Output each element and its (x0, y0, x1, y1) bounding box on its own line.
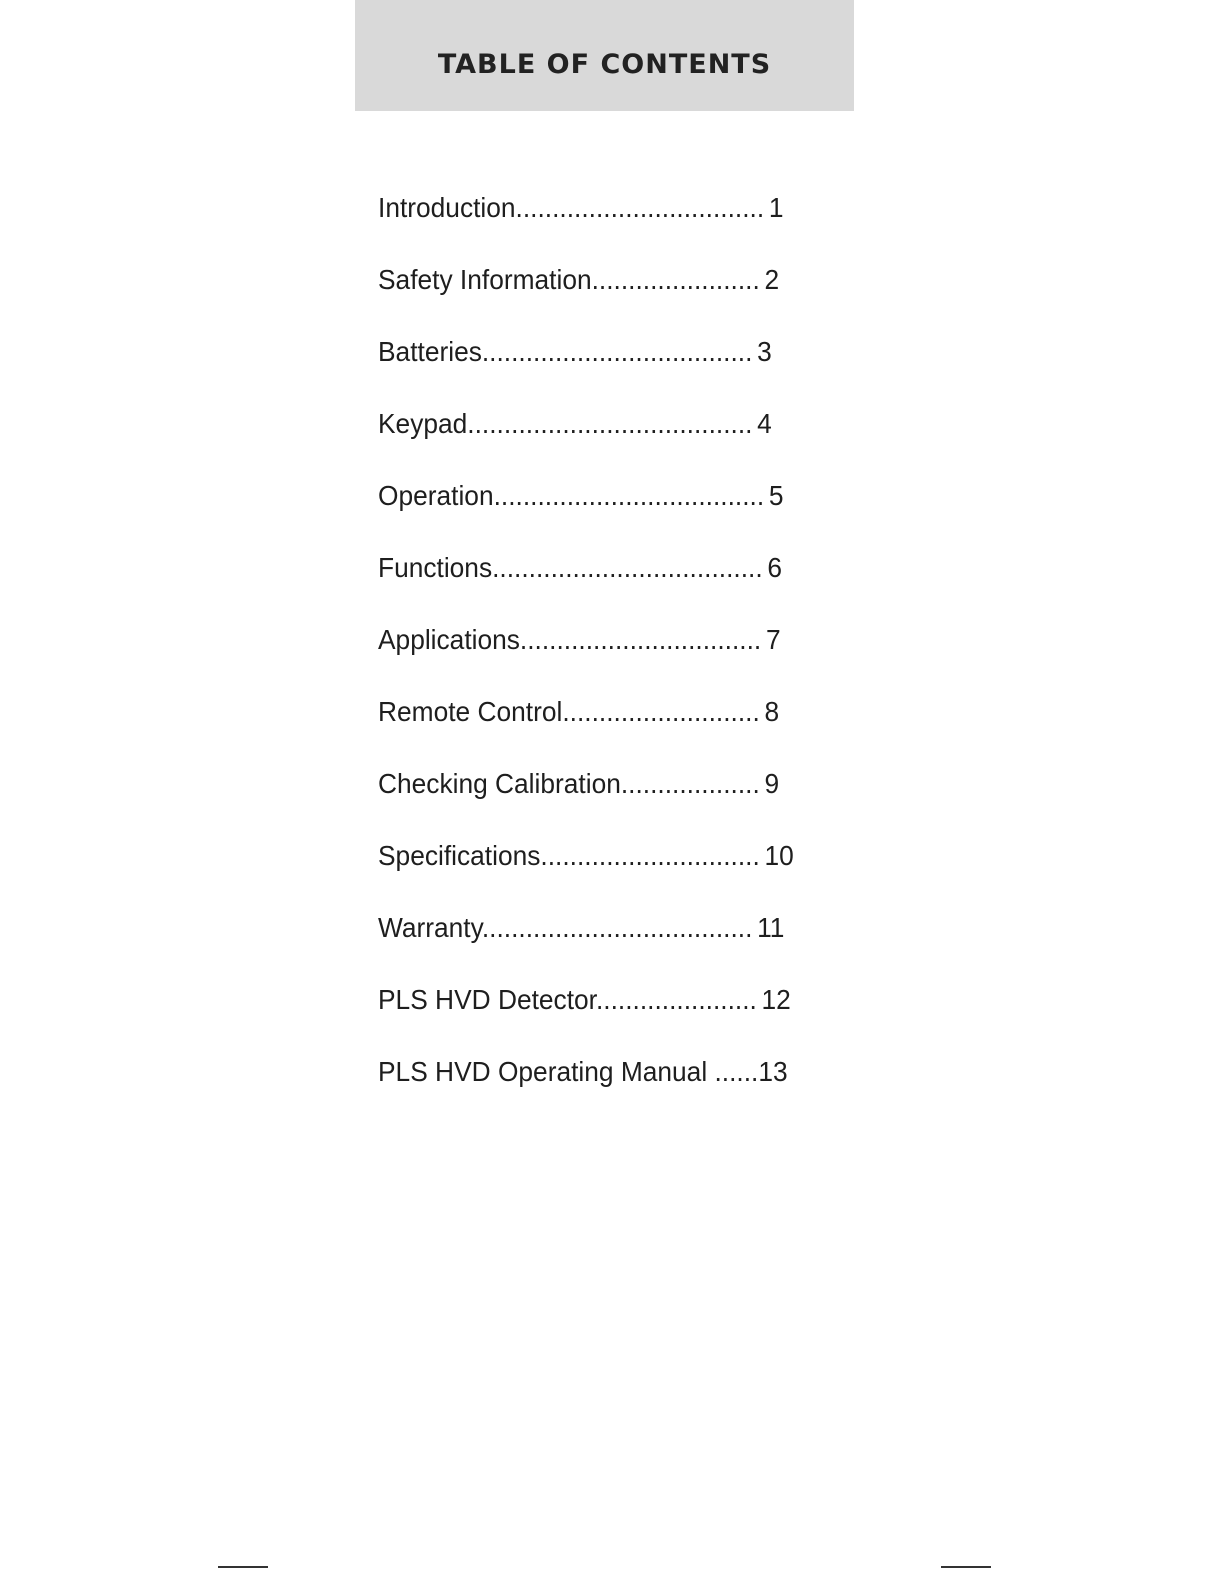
toc-entry-page: 13 (758, 1056, 788, 1087)
toc-entry-label: Batteries (378, 336, 482, 367)
page-title: TABLE OF CONTENTS (437, 49, 772, 80)
toc-entry-page: 5 (768, 480, 784, 511)
toc-entry-leader: ..................................... (492, 552, 763, 583)
toc-entry-label: Remote Control (378, 696, 563, 727)
toc-entry-page: 11 (757, 912, 785, 943)
toc-entry-page: 3 (757, 336, 772, 367)
toc-entry-pls-hvd-operating-manual[interactable] (378, 1052, 810, 1124)
toc-entry-leader: ........................... (562, 696, 760, 727)
toc-entry-functions[interactable] (378, 548, 810, 620)
toc-entry-leader: ................... (620, 768, 760, 799)
toc-entry-leader: ....................... (591, 264, 760, 295)
toc-entry-operation[interactable] (378, 476, 810, 548)
toc-entry-pls-hvd-detector[interactable] (378, 980, 810, 1052)
footer-rule-left (218, 1566, 268, 1568)
toc-entry-page: 12 (761, 984, 791, 1015)
table-of-contents (378, 188, 838, 1124)
toc-entry-keypad[interactable] (378, 404, 810, 476)
toc-entry-page: 8 (764, 696, 780, 727)
toc-entry-safety-information[interactable] (378, 260, 810, 332)
header-band (355, 0, 854, 111)
toc-entry-page: 10 (764, 840, 794, 871)
toc-entry-label: Checking Calibration (378, 768, 621, 799)
toc-entry-label: PLS HVD Detector (378, 984, 596, 1015)
toc-entry-page: 4 (757, 408, 772, 439)
toc-entry-page: 1 (768, 192, 784, 223)
toc-entry-page: 6 (767, 552, 783, 583)
toc-entry-label: Applications (378, 624, 520, 655)
footer-rule-right (941, 1566, 991, 1568)
toc-entry-warranty[interactable] (378, 908, 810, 980)
toc-entry-leader: ..................................... (481, 336, 753, 367)
toc-entry-remote-control[interactable] (378, 692, 810, 764)
toc-entry-leader: ................................. (519, 624, 762, 655)
toc-entry-leader: ...................... (595, 984, 757, 1015)
toc-entry-page: 9 (764, 768, 780, 799)
toc-entry-label: Operation (378, 480, 494, 511)
toc-entry-page: 2 (764, 264, 780, 295)
toc-entry-page: 7 (765, 624, 781, 655)
toc-entry-leader: ....................................... (467, 408, 753, 439)
toc-entry-specifications[interactable] (378, 836, 810, 908)
toc-entry-leader: .............................. (540, 840, 760, 871)
toc-entry-label: Keypad (378, 408, 468, 439)
toc-entry-leader: ...... (714, 1056, 759, 1087)
toc-entry-applications[interactable] (378, 620, 810, 692)
toc-entry-leader: .................................. (515, 192, 765, 223)
toc-entry-label: PLS HVD Operating Manual (378, 1056, 715, 1087)
toc-entry-label: Specifications (378, 840, 541, 871)
toc-entry-label: Warranty (378, 912, 482, 943)
toc-entry-leader: ..................................... (481, 912, 753, 943)
toc-entry-checking-calibration[interactable] (378, 764, 810, 836)
toc-entry-leader: ..................................... (493, 480, 765, 511)
toc-entry-label: Functions (378, 552, 493, 583)
toc-entry-label: Introduction (378, 192, 516, 223)
toc-entry-batteries[interactable] (378, 332, 810, 404)
toc-entry-label: Safety Information (378, 264, 592, 295)
toc-entry-introduction[interactable] (378, 188, 810, 260)
